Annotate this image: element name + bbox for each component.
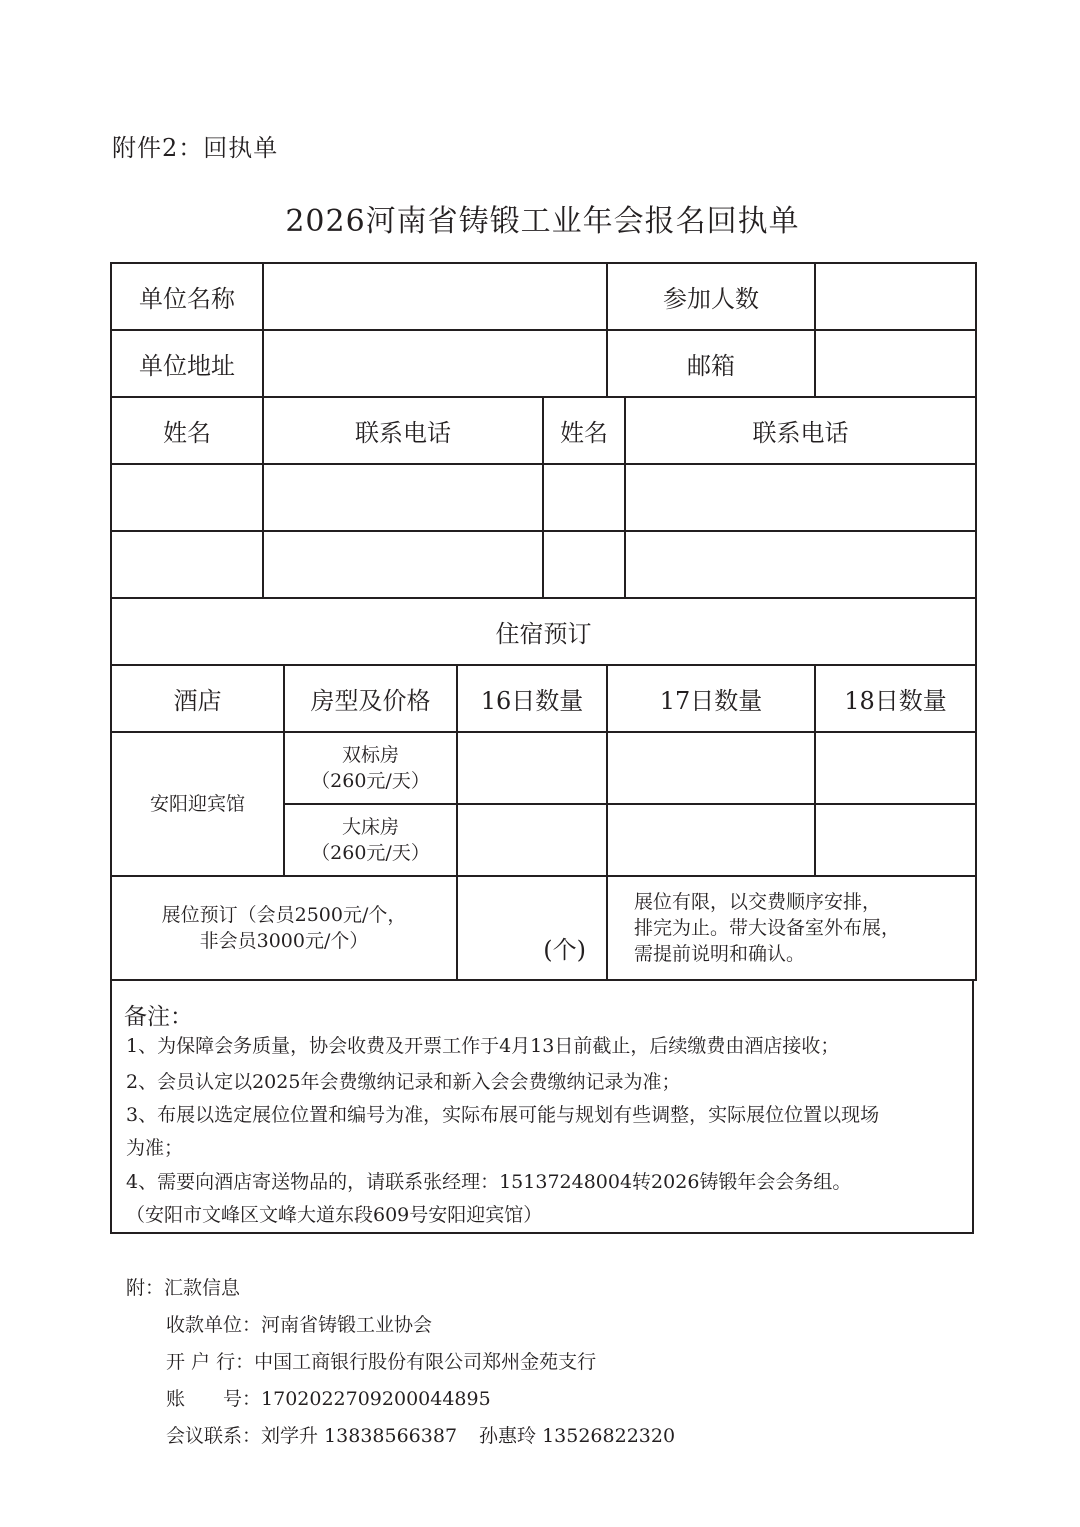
- unit-address-label: 单位地址: [111, 330, 263, 397]
- contact-2: 孙惠玲 13526822320: [479, 1425, 676, 1447]
- day17-col-header: 17日数量: [607, 665, 815, 732]
- account-row: [166, 1384, 491, 1411]
- room-col-header: 房型及价格: [284, 665, 457, 732]
- booth-label-line: 展位预订（会员2500元/个，: [161, 904, 407, 926]
- day16-col-header: 16日数量: [457, 665, 607, 732]
- room-type-king: [284, 804, 457, 876]
- room-type: 大床房: [341, 816, 399, 838]
- room-price: （260元/天）: [311, 770, 430, 792]
- name-field[interactable]: [111, 531, 263, 598]
- remark-item: 3、布展以选定展位位置和编号为准，实际布展可能与规划有些调整，实际展位位置以现场: [126, 1104, 880, 1126]
- twin-day18-field[interactable]: [815, 732, 976, 804]
- contact-row: [111, 464, 976, 531]
- room-price: （260元/天）: [311, 842, 430, 864]
- attendees-label: 参加人数: [607, 263, 815, 330]
- phone-header-2: 联系电话: [625, 397, 976, 464]
- twin-day16-field[interactable]: [457, 732, 607, 804]
- payee-label: 收款单位：: [166, 1314, 262, 1336]
- remarks-box: [110, 980, 974, 1234]
- email-label: 邮箱: [607, 330, 815, 397]
- king-day18-field[interactable]: [815, 804, 976, 876]
- account-label: 账 号：: [166, 1388, 262, 1410]
- remark-item: （安阳市文峰区文峰大道东段609号安阳迎宾馆）: [126, 1204, 543, 1226]
- remark-item: 1、为保障会务质量，协会收费及开票工作于4月13日前截止，后续缴费由酒店接收；: [126, 1035, 840, 1057]
- king-day16-field[interactable]: [457, 804, 607, 876]
- booth-unit: (个): [543, 936, 586, 964]
- bank-row: [166, 1347, 596, 1374]
- email-field[interactable]: [815, 330, 976, 397]
- king-day17-field[interactable]: [607, 804, 815, 876]
- name-header: 姓名: [111, 397, 263, 464]
- booth-note: [607, 876, 976, 980]
- phone-header: 联系电话: [263, 397, 543, 464]
- hotel-col-header: 酒店: [111, 665, 284, 732]
- name-field[interactable]: [111, 464, 263, 531]
- lodging-header: 住宿预订: [111, 598, 976, 665]
- registration-form-table: [110, 262, 977, 981]
- account-value: 1702022709200044895: [261, 1388, 491, 1410]
- remark-item: 4、需要向酒店寄送物品的，请联系张经理：15137248004转2026铸锻年会会务组。: [126, 1171, 852, 1193]
- contact-1: 刘学升 13838566387: [261, 1425, 458, 1447]
- payee-value: 河南省铸锻工业协会: [261, 1314, 433, 1336]
- phone-field-2[interactable]: [625, 464, 976, 531]
- unit-address-field[interactable]: [263, 330, 607, 397]
- booth-quantity-field[interactable]: [457, 876, 607, 980]
- phone-field-2[interactable]: [625, 531, 976, 598]
- booth-note-line: 排完为止。带大设备室外布展，: [634, 917, 901, 939]
- bank-label: 开 户 行：: [166, 1351, 255, 1373]
- room-type-twin: [284, 732, 457, 804]
- unit-name-label: 单位名称: [111, 263, 263, 330]
- booth-label-line: 非会员3000元/个）: [199, 930, 369, 952]
- contact-row: [111, 531, 976, 598]
- remarks-heading: 备注：: [124, 1004, 193, 1030]
- contact-row: [166, 1421, 675, 1448]
- booth-note-line: 需提前说明和确认。: [634, 943, 806, 965]
- unit-name-field[interactable]: [263, 263, 607, 330]
- attachment-label: 附件2：回执单: [112, 134, 279, 162]
- day18-col-header: 18日数量: [815, 665, 976, 732]
- phone-field[interactable]: [263, 531, 543, 598]
- hotel-name: 安阳迎宾馆: [111, 732, 284, 876]
- twin-day17-field[interactable]: [607, 732, 815, 804]
- phone-field[interactable]: [263, 464, 543, 531]
- name-field-2[interactable]: [543, 531, 625, 598]
- form-title: 2026河南省铸锻工业年会报名回执单: [285, 204, 800, 239]
- payment-heading: 附：汇款信息: [126, 1277, 241, 1299]
- name-field-2[interactable]: [543, 464, 625, 531]
- remark-item: 2、会员认定以2025年会费缴纳记录和新入会会费缴纳记录为准；: [126, 1071, 681, 1093]
- contact-label: 会议联系：: [166, 1425, 262, 1447]
- name-header-2: 姓名: [543, 397, 625, 464]
- room-type: 双标房: [341, 744, 399, 766]
- attendees-field[interactable]: [815, 263, 976, 330]
- booth-label: [111, 876, 457, 980]
- remark-item: 为准；: [126, 1137, 184, 1159]
- payee-row: [166, 1310, 432, 1337]
- booth-note-line: 展位有限，以交费顺序安排，: [634, 891, 882, 913]
- bank-value: 中国工商银行股份有限公司郑州金苑支行: [254, 1351, 597, 1373]
